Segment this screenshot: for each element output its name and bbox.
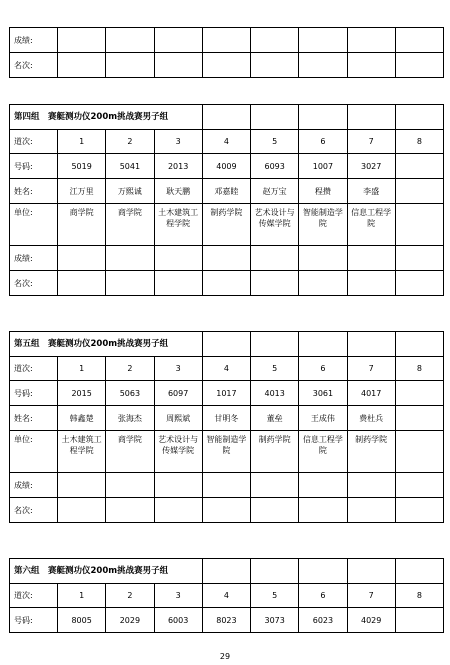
number-cell: 4017 [347,381,395,406]
number-cell: 4029 [347,608,395,633]
unit-cell: 信息工程学院 [299,431,347,473]
lane-cell: 1 [58,130,106,154]
lane-cell: 8 [395,357,443,381]
number-cell: 5041 [106,154,154,179]
lane-cell: 3 [154,584,202,608]
lane-cell: 5 [251,357,299,381]
unit-cell: 制药学院 [251,431,299,473]
number-cell: 4009 [202,154,250,179]
name-cell: 张海杰 [106,406,154,431]
unit-label: 单位: [10,204,58,246]
group-title-row [10,559,444,584]
number-cell [395,154,443,179]
unit-cell: 制药学院 [347,431,395,473]
score-row [10,28,444,53]
number-cell: 2013 [154,154,202,179]
unit-cell: 智能制造学院 [299,204,347,246]
number-cell: 6093 [251,154,299,179]
number-cell [395,381,443,406]
unit-cell [395,431,443,473]
name-cell: 江万里 [58,179,106,204]
number-label: 号码: [10,381,58,406]
rank-label: 名次: [10,271,58,296]
lane-label: 道次: [10,130,58,154]
score-label: 成绩: [10,28,58,53]
score-label: 成绩: [10,473,58,498]
number-cell: 1007 [299,154,347,179]
name-row [10,179,444,204]
unit-row [10,431,444,473]
number-cell [395,608,443,633]
lane-cell: 5 [251,130,299,154]
unit-cell: 土木建筑工程学院 [154,204,202,246]
group-6-table [9,558,444,633]
lane-cell: 6 [299,357,347,381]
lane-cell: 7 [347,584,395,608]
number-label: 号码: [10,154,58,179]
lane-cell: 1 [58,584,106,608]
group-5-table [9,331,444,523]
unit-cell: 制药学院 [202,204,250,246]
number-cell: 3027 [347,154,395,179]
number-cell: 5063 [106,381,154,406]
score-row [10,473,444,498]
unit-cell [395,204,443,246]
name-cell [395,179,443,204]
lane-cell: 6 [299,130,347,154]
lane-cell: 1 [58,357,106,381]
number-cell: 3061 [299,381,347,406]
lane-cell: 4 [202,584,250,608]
rank-row [10,271,444,296]
name-cell: 李盛 [347,179,395,204]
number-cell: 4013 [251,381,299,406]
unit-cell: 智能制造学院 [202,431,250,473]
unit-row [10,204,444,246]
name-row [10,406,444,431]
group-title-row [10,105,444,130]
page-number: 29 [219,652,231,661]
name-cell [395,406,443,431]
group-title-row [10,332,444,357]
lane-label: 道次: [10,357,58,381]
name-cell: 周熙斌 [154,406,202,431]
number-row [10,608,444,633]
number-cell: 8023 [202,608,250,633]
lane-cell: 8 [395,130,443,154]
rank-row [10,498,444,523]
lane-cell: 4 [202,130,250,154]
number-cell: 6023 [299,608,347,633]
unit-cell: 商学院 [106,204,154,246]
prev-group-table [9,27,444,78]
number-cell: 6003 [154,608,202,633]
rank-row [10,53,444,78]
group-4-table [9,104,444,296]
name-cell: 万熙诚 [106,179,154,204]
group-title: 第四组 赛艇测功仪200m挑战赛男子组 [10,105,203,130]
name-cell: 费杜兵 [347,406,395,431]
name-cell: 王成伟 [299,406,347,431]
lane-cell: 8 [395,584,443,608]
lane-cell: 3 [154,130,202,154]
unit-cell: 商学院 [58,204,106,246]
unit-cell: 商学院 [106,431,154,473]
number-label: 号码: [10,608,58,633]
score-label: 成绩: [10,246,58,271]
score-row [10,246,444,271]
lane-row [10,130,444,154]
lane-label: 道次: [10,584,58,608]
name-cell: 程攒 [299,179,347,204]
number-row [10,381,444,406]
name-cell: 甘明冬 [202,406,250,431]
name-cell: 赵万宝 [251,179,299,204]
lane-cell: 3 [154,357,202,381]
group-title: 第五组 赛艇测功仪200m挑战赛男子组 [10,332,203,357]
lane-cell: 5 [251,584,299,608]
group-title: 第六组 赛艇测功仪200m挑战赛男子组 [10,559,203,584]
number-cell: 3073 [251,608,299,633]
lane-cell: 2 [106,130,154,154]
unit-cell: 土木建筑工程学院 [58,431,106,473]
unit-label: 单位: [10,431,58,473]
number-cell: 6097 [154,381,202,406]
lane-row [10,584,444,608]
name-label: 姓名: [10,406,58,431]
unit-cell: 艺术设计与传媒学院 [154,431,202,473]
number-cell: 2029 [106,608,154,633]
lane-cell: 6 [299,584,347,608]
name-cell: 邓嘉睦 [202,179,250,204]
number-cell: 8005 [58,608,106,633]
number-row [10,154,444,179]
lane-cell: 2 [106,357,154,381]
lane-cell: 7 [347,357,395,381]
lane-cell: 2 [106,584,154,608]
name-cell: 耿天鹏 [154,179,202,204]
lane-cell: 7 [347,130,395,154]
unit-cell: 艺术设计与传媒学院 [251,204,299,246]
lane-row [10,357,444,381]
rank-label: 名次: [10,498,58,523]
name-cell: 韩鑫楚 [58,406,106,431]
lane-cell: 4 [202,357,250,381]
number-cell: 2015 [58,381,106,406]
rank-label: 名次: [10,53,58,78]
unit-cell: 信息工程学院 [347,204,395,246]
number-cell: 5019 [58,154,106,179]
number-cell: 1017 [202,381,250,406]
name-label: 姓名: [10,179,58,204]
name-cell: 董垒 [251,406,299,431]
